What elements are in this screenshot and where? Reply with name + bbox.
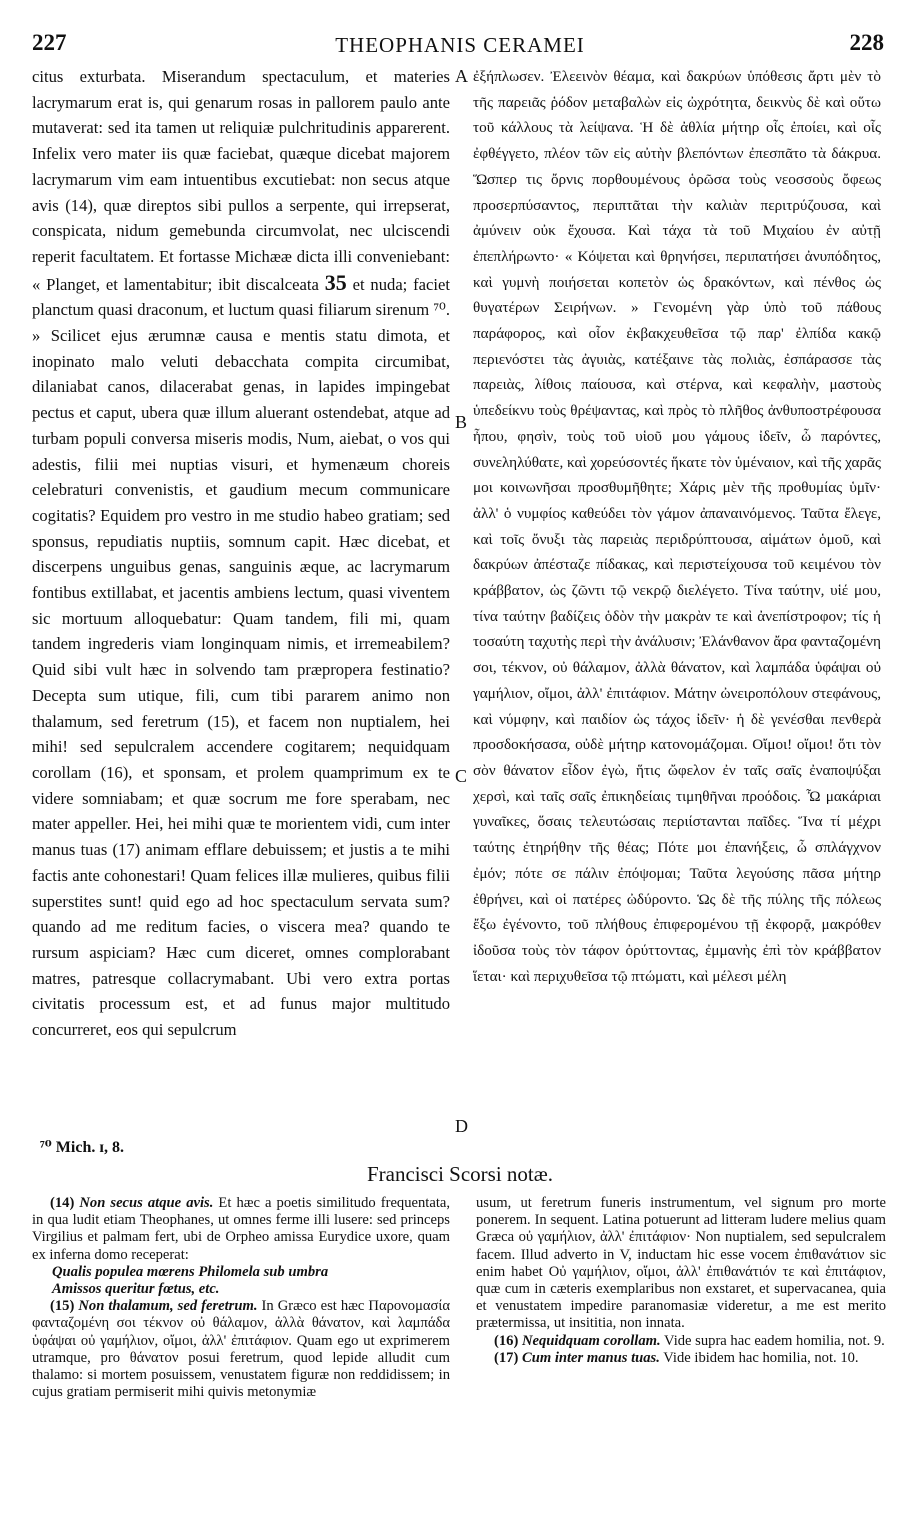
page-header	[22, 30, 898, 62]
page-number-left: 227	[32, 30, 67, 55]
latin-paragraph-1: citus exturbata. Miserandum spectaculum, et materies lacrymarum erat is, qui genarum rosas in pallorem paulo ante mutaverat: sed ita tamen ut reliquiæ pulchritudinis apparerent. Infelix vero mater iis quæ faciebat, quæque dicebat majorem lacrymarum vim eam intuentibus excutiebat: non secus atque avis (14), quæ direptos sibi pullos a serpente, qui irrepserat, conspicata, nidum gemebunda circumvolat, nec ulciscendi reperit facultatem. Et fortasse Michææ dicta illi conveniebant: « Planget, et lamentabitur; ibit discalceata	[32, 67, 450, 294]
note-15-lemma: Non thalamum, sed feretrum.	[78, 1298, 258, 1315]
note-15	[32, 1298, 450, 1401]
note-14-lemma: Non secus atque avis.	[79, 1195, 214, 1211]
note-16	[476, 1333, 886, 1350]
note-15-number: (15)	[50, 1298, 75, 1315]
note-17	[476, 1350, 886, 1367]
page-number-right: 228	[849, 30, 884, 55]
note-14-verse-2: Amissos queritur fœtus, etc.	[52, 1281, 220, 1298]
note-17-lemma: Cum inter manus tuas.	[521, 1349, 660, 1366]
notes-column-right	[476, 1195, 886, 1367]
signature-mark: 35	[324, 269, 347, 295]
note-14	[32, 1195, 450, 1264]
margin-marker-a: A	[455, 66, 468, 86]
note-14-text: Et hæc a poetis similitudo frequentata, in qua ludit etiam Theophanes, ut omnes ferme illi lusere: sed princeps Virgilius et palmam fert, ubi de Orpheo amissa Eurydice uxore, quam ex inferna domo receperat:	[32, 1195, 450, 1263]
latin-paragraph-2: et nuda; faciet planctum quasi draconum, et luctum quasi filiarum sirenum ⁷⁰. » Scilicet ejus ærumnæ causa e mentis statu dimota, et inopinato malo veluti debacchata compita circumibat, dilaniabat canos, dilacerabat genas, in lapides impingebat pectus et caput, ubera quæ illum aluerant ostendebat, atque ad turbam populi conversa miseris modis, Num, aiebat, o vos qui adestis, filii mei nuptias visuri, et hymenæum choreis celebraturi convenistis, et gaudium mecum communicare cogitatis? Equidem pro vestro in me studio habeo gratiam; sed sponsus, repudiatis nuptiis, somnum capit. Hæc dicebat, et discerpens unguibus genas, sanguinis æque, ac lacrymarum fontibus extillabat, et jacentis ambiens lectum, quasi viventem sic mortuum alloquebatur: Quam tandem, fili mi, quam tandem ingrederis viam longinquam nimis, et irremeabilem? Quid sibi vult hæc in solvendo tam præpropera festinatio? Decepta sum utique, fili, cum tibi pararem animo non thalamum, sed feretrum (15), et facem non nuptialem, hei mihi! sed sepulcralem accendere cogitarem; nequidquam corollam (16), et sponsam, et prolem quamprimum ex te videre somniabam; et quæ socrum me fore sperabam, nec mater appeller. Hei, hei mihi quæ te morientem vidi, cum inter manus tuas (17) animam efflare debuissem; et justis a te mihi factis ante cohonestari! Quam felices illæ mulieres, quibus filii superstites sunt! quid ego ad hoc spectaculum servata sum? quando ad me reditum facies, o viscera mea? quando te rursum aspiciam? Hæc cum diceret, omnes complorabant matres, patresque collacrymabant. Ubi vero extra portas civitatis processum est, et ad funus major multitudo concurreret, eos qui sepulcrum	[32, 274, 450, 1040]
margin-marker-b: B	[455, 412, 468, 432]
greek-column	[473, 64, 881, 989]
note-17-number: (17)	[494, 1349, 519, 1366]
note-15-continued: usum, ut feretrum funeris instrumentum, vel signum pro morte ponerem. In sequent. Latina potuerunt ad litteram ludere melius quam Græca οὐ γαμήλιον, ἀλλ' ἐπιτάφιον· Non nuptialem, sed sepulcralem facem. Illud adverto in V, inductam hic esse vocem ἐπιθανάτιον sic enim habet Οὐ γαμήλιον, οἴμοι, ἀλλ' ἐπιθανάτιόν τε καὶ ἐπιτάφιον, quæ cum in cæteris exemplaribus non exstaret, et supervacanea, quia et venustatem impedire paranomasiæ videretur, a me est merito prætermissa, ut insititia, non innata.	[476, 1195, 886, 1332]
footnote: ⁷⁰ Mich. ɪ, 8.	[40, 1139, 124, 1156]
note-15-text: In Græco est hæc Παρονομασία φανταζομένη σοι τέκνον οὐ θάλαμον, ἀλλὰ θάνατον, καὶ λαμπάδα ὑφάψαι οὐ γαμήλιον, οἴμοι, ἀλλ' ἐπιτάφιον. Quam ego ut exprimerem utramque, pro θάνατον posui feretrum, quod lepide alludit cum thalamo: si mortem posuissem, venustatem figuræ non reddidissem; in cujus gratiam permiserit mihi quivis metonymiæ	[32, 1298, 450, 1401]
note-16-text: Vide supra hac eadem homilia, not. 9.	[664, 1332, 885, 1349]
greek-text: ἐξήπλωσεν. Ἐλεεινὸν θέαμα, καὶ δακρύων ὑπόθεσις ἄρτι μὲν τὸ τῆς παρειᾶς ῥόδον μεταβαλὼν εἰς ὠχρότητα, δεικνὺς δὲ καὶ οὕτω τοῦ κάλλους τὰ λείψανα. Ἡ δὲ ἀθλία μήτηρ οἷς ἐποίει, καὶ οἷς ἐφθέγγετο, πλέον τῶν εἰς αὐτὴν βλεπόντων ἐπεσπᾶτο τὰ δάκρυα. Ὥσπερ τις ὄρνις πορθουμένους ὁρῶσα τοὺς νεοσσοὺς ὄφεως προσερπύσαντος, περιπτᾶται τὴν καλιὰν περιτρύζουσα, καὶ ἀμύνειν οὐκ ἔχουσα. Καὶ τάχα τὰ τοῦ Μιχαίου ἐν αὐτῇ ἐπεπλήρωντο· « Κόψεται καὶ θρηνήσει, περιπατήσει ἀνυπόδητος, καὶ γυμνὴ ποιήσεται κοπετὸν ὡς δρακόντων, καὶ πένθος ὡς θυγατέρων Σειρήνων. » Γενομένη γὰρ ὑπὸ τοῦ πάθους παράφορος, καὶ οἷον ἐκβακχευθεῖσα τῷ παρ' ἐλπίδα κακῷ περιενόστει τὰς ἀγυιὰς, κατέξαινε τὰς πολιὰς, ἐσπάρασσε τὰς παρειὰς, λίθοις παίουσα, καὶ στέρνα, καὶ κεφαλὴν, μαστοὺς ὑπεδείκνυ τοὺς θρέψαντας, καὶ πρὸς τὸ πλῆθος ἀνθυποστρέφουσα ἦπου, φησὶν, τοὺς τοῦ υἱοῦ μου γάμους ἰδεῖν, ὦ παρόντες, συνεληλύθατε, καὶ χορεύσοντές ἥκατε τὸν ὑμέναιον, καὶ τῆς χαρᾶς μοι κοινωνῆσαι προσθυμῆθητε; Χάρις μὲν τῆς προθυμίας ὑμῖν· ἀλλ' ὁ νυμφίος καθεύδει τὸν γάμον ἀπαναινόμενος. Ταῦτα ἔλεγε, καὶ τοῖς ὄνυξι τὰς παρειὰς περιδρύπτουσα, αἱμάτων ὁμοῦ, καὶ δακρύων ἀπέσταζε πίδακας, καὶ περιστείχουσα τοῦ κειμένου τὸν κράββατον, ὡς ζῶντι τῷ νεκρῷ διελέγετο. Τίνα ταύτην, υἱέ μου, τίνα ταύτην βαδίζεις ὁδὸν τὴν μακρὰν τε καὶ ἀνεπίστροφον; τίς ἡ τοσαύτη ταχυτὴς περὶ τὴν ἀνάλυσιν; Ἐλάνθανον ἄρα φανταζομένη σοι, τέκνον, οὐ θάλαμον, ἀλλὰ θάνατον, καὶ λαμπάδα ὑφάψαι οὐ γαμήλιον, οἴμοι, ἀλλ' ἐπιτάφιον. Μάτην ὠνειροπόλουν στεφάνους, καὶ νύμφην, καὶ παιδίον ὡς τάχος ἰδεῖν· ἡ δὲ γενέσθαι πενθερὰ προσδοκήσασα, οὐδὲ μήτηρ κατονομάζομαι. Οἴμοι! οἴμοι! ὅτι τὸν σὸν θάνατον εἶδον ἐγὼ, ἥτις ὤφελον ἐν ταῖς σαῖς ἐναποψύξαι χερσὶ, καὶ ταῖς σαῖς ἐπικηδείαις τιμηθῆναι προόδοις. Ὦ μακάριαι γυναῖκες, ὅσαις τελευτώσαις περιίστανται παῖδες. Ἵνα τί μέχρι ταύτης ἐτηρήθην τῆς θέας; Πότε μοι ἐπανήξεις, ὦ σπλάγχνον ἐμόν; πότε σε πάλιν ἐπόψομαι; Ταῦτα λεγούσης πᾶσα μήτηρ ἐθρήνει, καὶ οἱ πατέρες ὠδύροντο. Ὡς δὲ τῆς πύλης τῆς πόλεως ἔξω ἐγένοντο, τοῦ πλήθους ἐπιφερομένου τῇ ἐκφορᾷ, μακρόθεν ἰδοῦσα τοὺς τὸν τάφον ὀρύττοντας, ἐμμανὴς ἐπὶ τὸν κράββατον ἵεται· καὶ περιχυθεῖσα τῷ πτώματι, καὶ μέλεσι μέλη	[473, 68, 882, 985]
latin-text	[32, 64, 450, 1043]
note-14-verse-1: Qualis populea mœrens Philomela sub umbra	[52, 1263, 329, 1280]
latin-column	[32, 64, 450, 1043]
margin-marker-d: D	[455, 1116, 468, 1136]
note-16-number: (16)	[494, 1332, 519, 1349]
running-title: THEOPHANIS CERAMEI	[335, 33, 585, 57]
margin-marker-c: C	[455, 766, 468, 786]
note-17-text: Vide ibidem hac homilia, not. 10.	[663, 1349, 859, 1366]
notes-title: Francisci Scorsi notæ.	[366, 1162, 554, 1186]
note-14-number: (14)	[50, 1195, 75, 1211]
notes-column-left	[32, 1195, 450, 1401]
note-16-lemma: Nequidquam corollam.	[521, 1332, 661, 1349]
